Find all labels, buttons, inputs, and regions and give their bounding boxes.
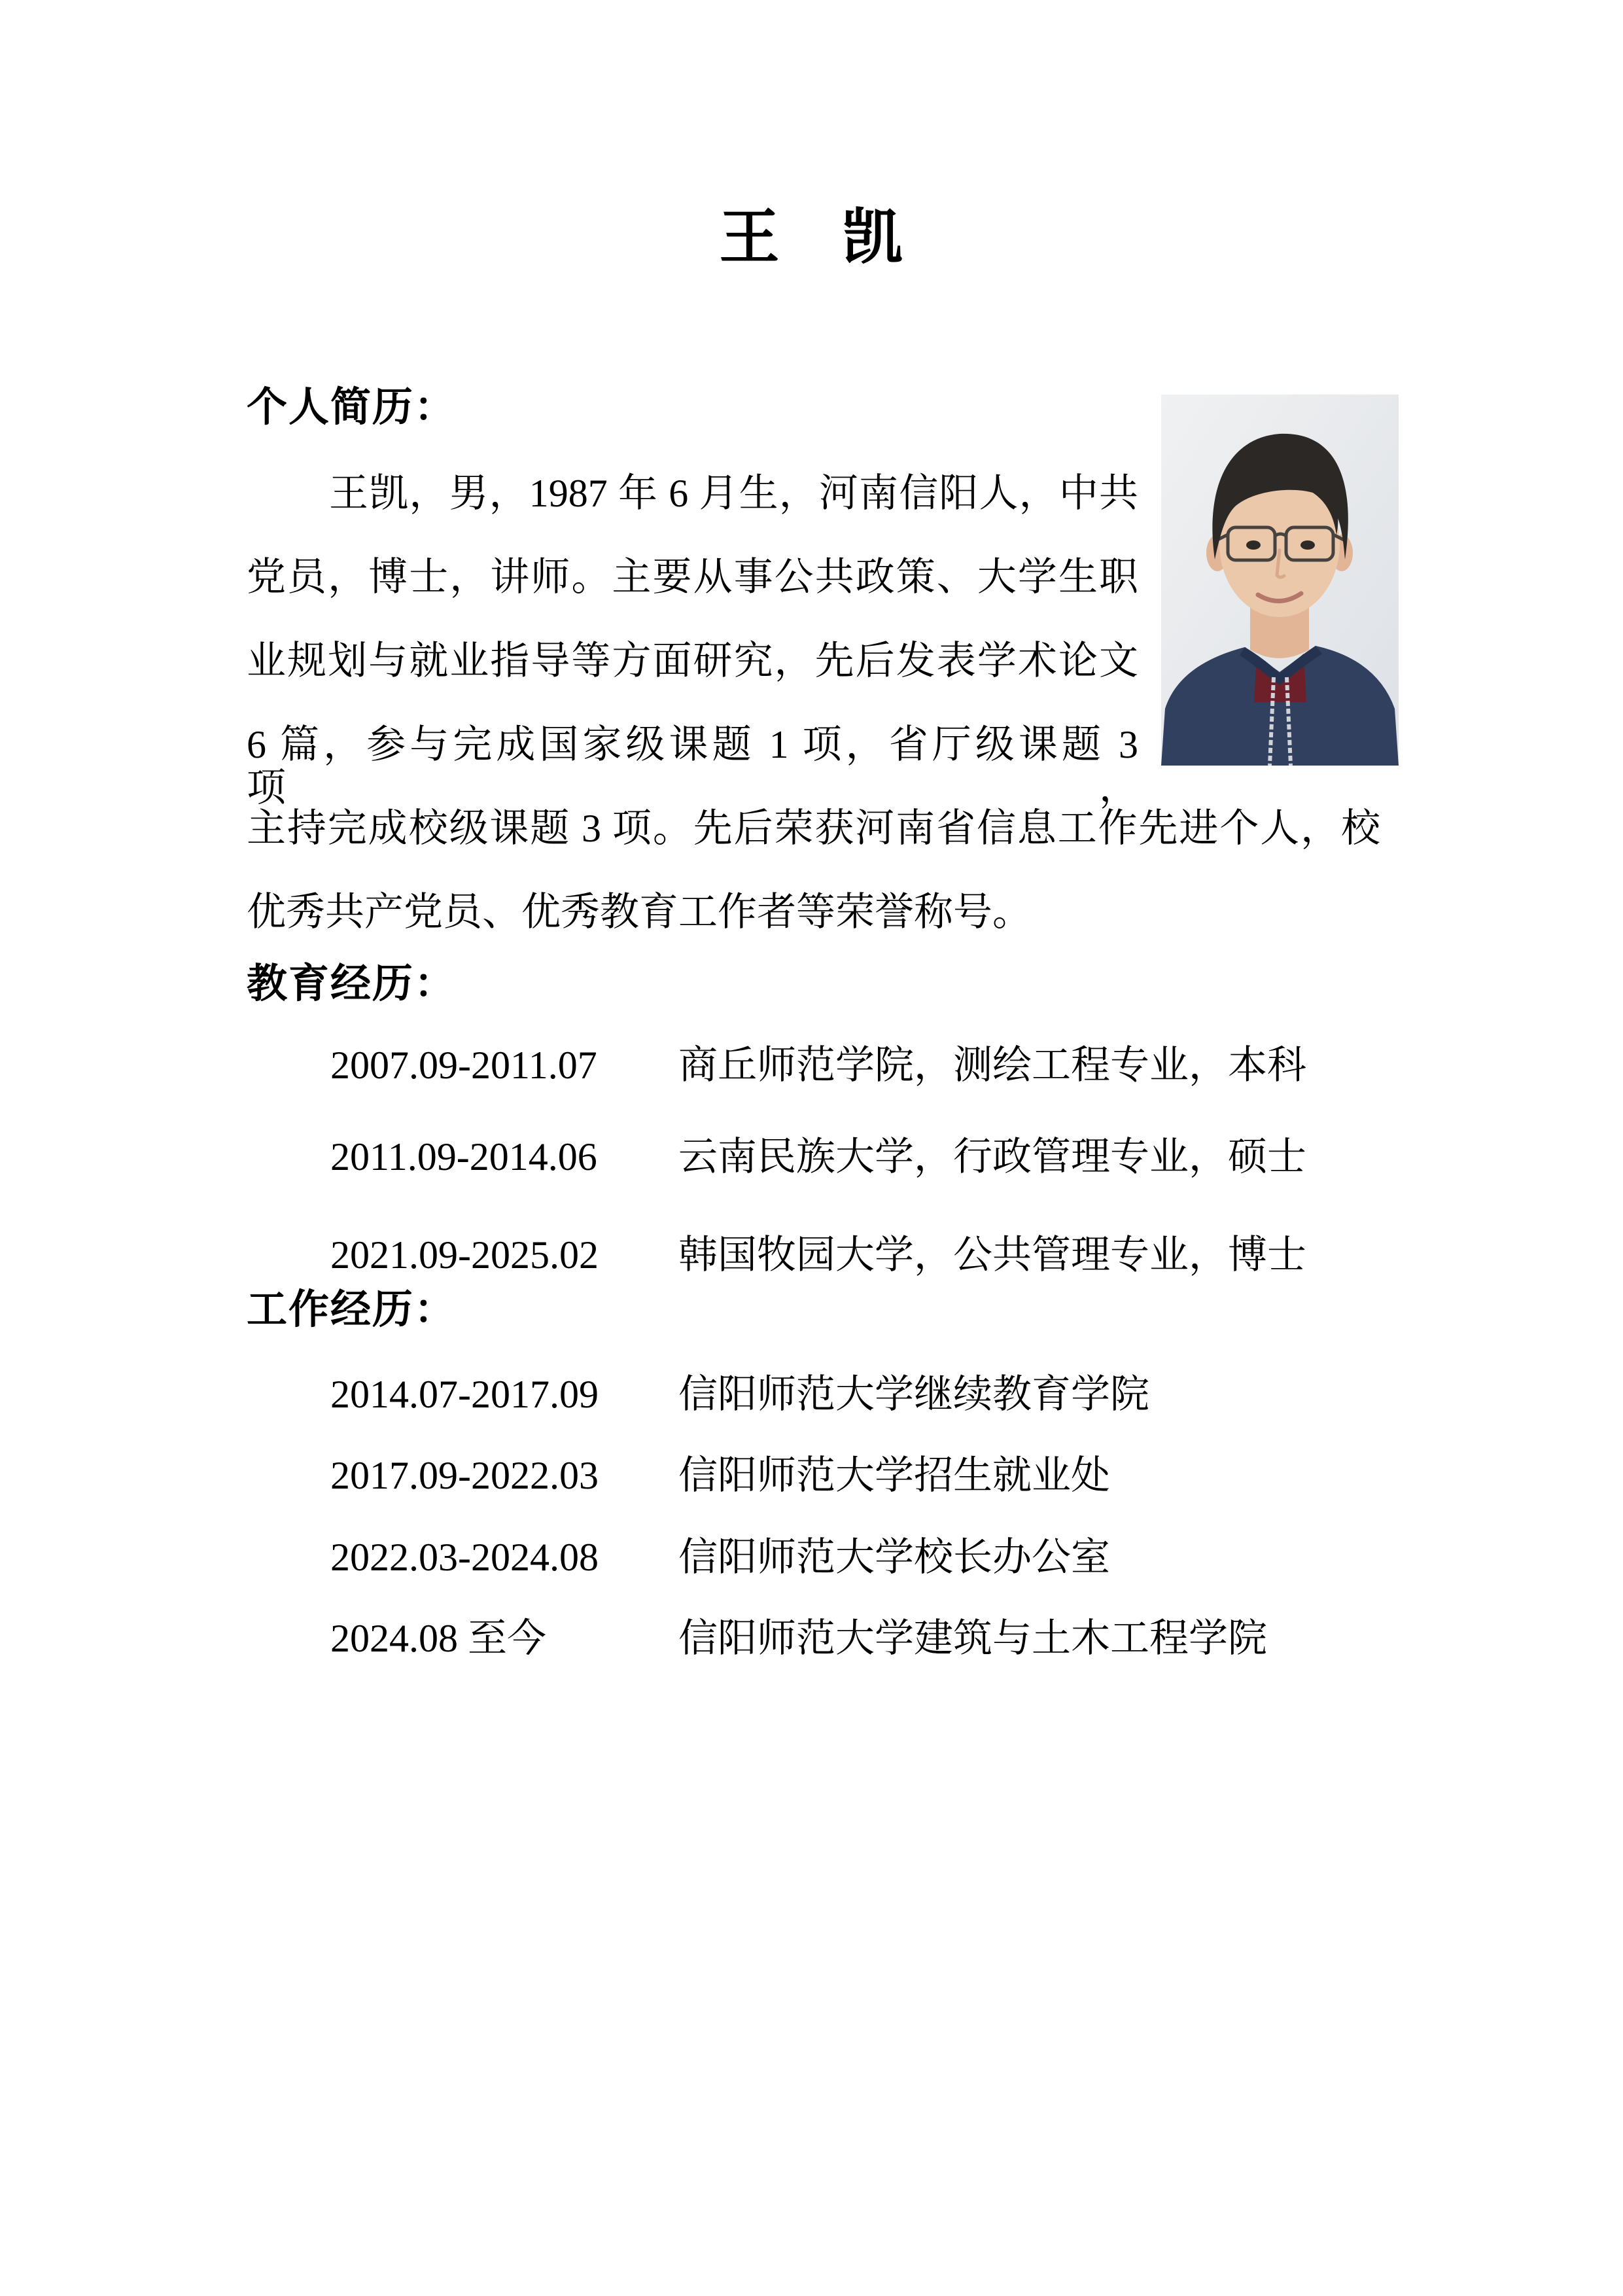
work-period: 2022.03-2024.08 [330,1536,599,1579]
education-heading: 教育经历： [247,961,457,1006]
education-detail: 商丘师范学院，测绘工程专业，本科 [678,1044,1306,1087]
work-entry [247,1617,1380,1664]
page-title: 王 凯 [719,204,904,271]
education-detail: 云南民族大学，行政管理专业，硕士 [678,1135,1306,1178]
education-period: 2007.09-2011.07 [330,1044,597,1087]
work-detail: 信阳师范大学建筑与土木工程学院 [678,1617,1267,1660]
work-period: 2024.08 至今 [330,1617,546,1660]
portrait-photo [1161,395,1399,766]
education-entry [247,1233,1380,1280]
work-detail: 信阳师范大学校长办公室 [678,1536,1110,1579]
work-entry [247,1373,1380,1420]
profile-paragraph-line: 优秀共产党员、优秀教育工作者等荣誉称号。 [247,891,1032,934]
profile-paragraph-line: 6 篇，参与完成国家级课题 1 项，省厅级课题 3 项， [247,723,1138,809]
profile-paragraph-line: 业规划与就业指导等方面研究，先后发表学术论文 [247,639,1138,682]
portrait-illustration [1161,395,1399,766]
education-detail: 韩国牧园大学，公共管理专业，博士 [678,1233,1306,1277]
work-heading: 工作经历： [247,1287,457,1332]
education-period: 2011.09-2014.06 [330,1135,597,1178]
work-detail: 信阳师范大学继续教育学院 [678,1373,1149,1416]
work-entry [247,1454,1380,1501]
profile-paragraph-line: 党员，博士，讲师。主要从事公共政策、大学生职 [247,556,1138,599]
education-entry [247,1135,1380,1182]
profile-paragraph-line: 王凯，男，1987 年 6 月生，河南信阳人，中共 [329,472,1138,515]
education-period: 2021.09-2025.02 [330,1233,599,1277]
education-entry [247,1044,1380,1091]
work-detail: 信阳师范大学招生就业处 [678,1454,1110,1497]
work-entry [247,1536,1380,1583]
work-period: 2017.09-2022.03 [330,1454,599,1497]
work-period: 2014.07-2017.09 [330,1373,599,1416]
profile-heading: 个人简历： [247,385,457,430]
profile-paragraph-line: 主持完成校级课题 3 项。先后荣获河南省信息工作先进个人，校 [247,807,1380,850]
